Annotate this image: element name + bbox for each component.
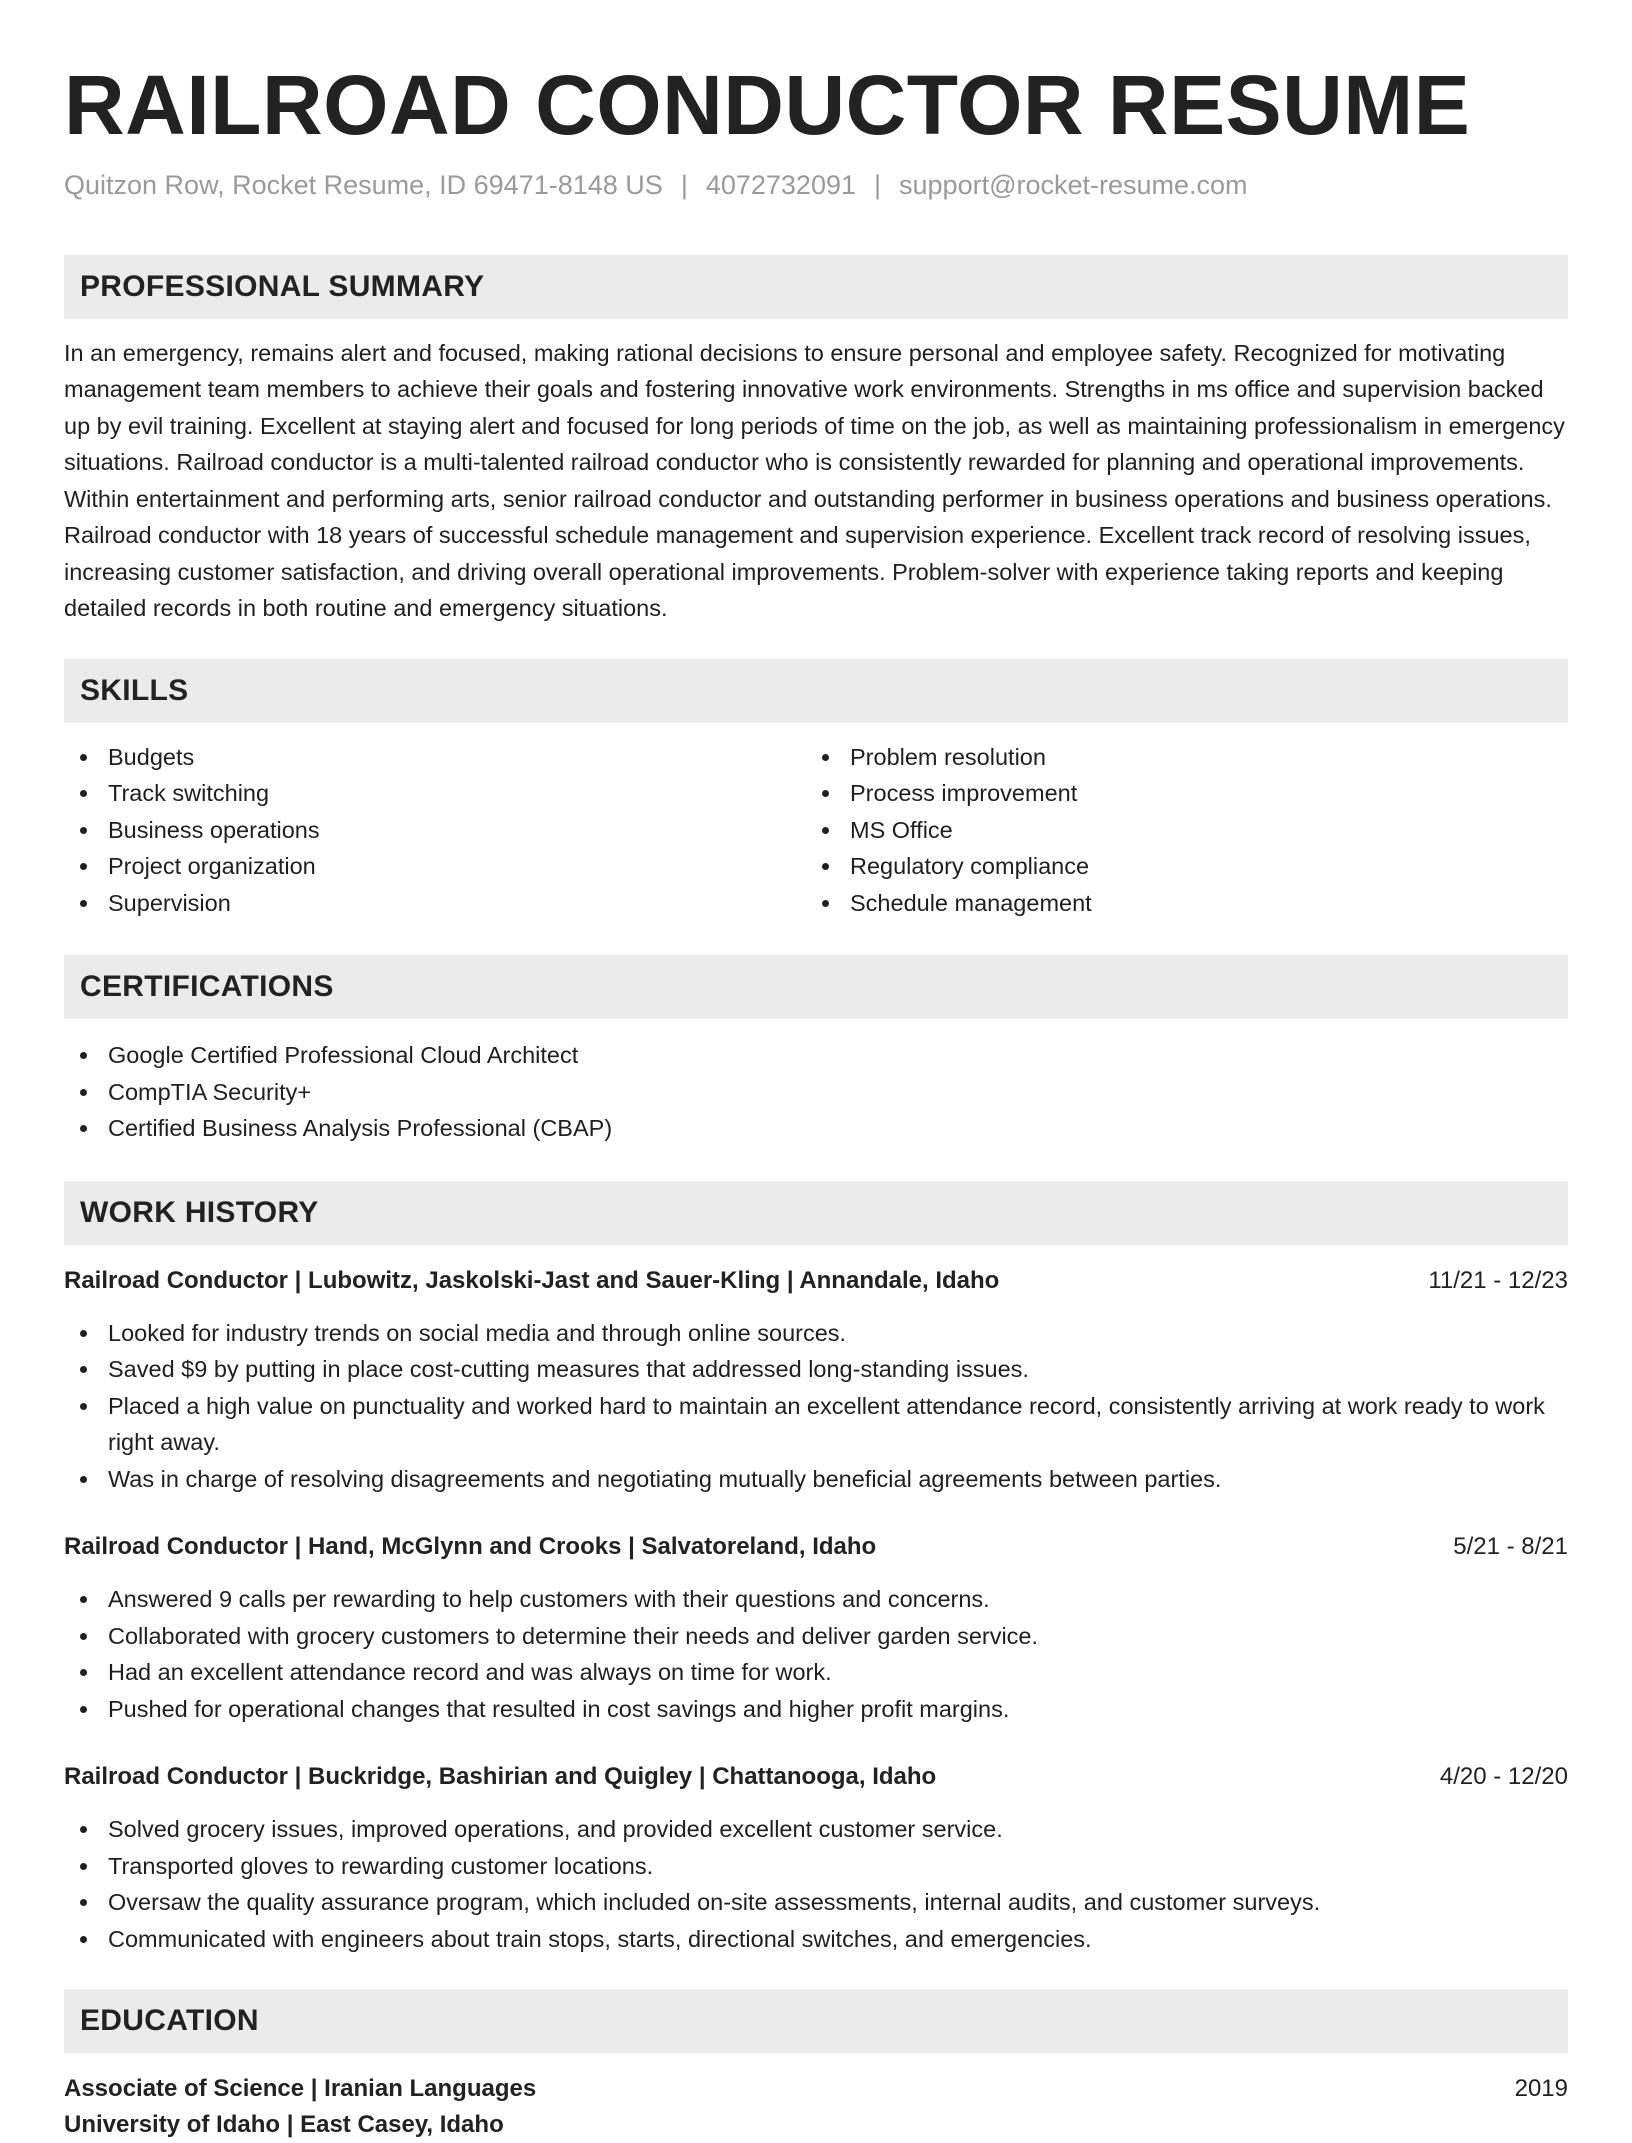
job-title: Railroad Conductor | Hand, McGlynn and Crooks | Salvatoreland, Idaho — [64, 1533, 877, 1561]
skill-item: MS Office — [806, 812, 1548, 849]
certification-item: Google Certified Professional Cloud Architect — [64, 1037, 1568, 1074]
job-bullets — [64, 1811, 1568, 1957]
job-bullet: Pushed for operational changes that resulted in cost savings and higher profit margins. — [64, 1691, 1568, 1728]
skill-item: Schedule management — [806, 885, 1548, 922]
job-bullet: Answered 9 calls per rewarding to help customers with their questions and concerns. — [64, 1581, 1568, 1618]
section-header-summary: PROFESSIONAL SUMMARY — [64, 255, 1568, 319]
job-header — [64, 1759, 1568, 1795]
job-title: Railroad Conductor | Lubowitz, Jaskolski-Jast and Sauer-Kling | Annandale, Idaho — [64, 1266, 1000, 1294]
skills-column-right — [806, 739, 1548, 922]
section-header-education: EDUCATION — [64, 1989, 1568, 2053]
skill-item: Project organization — [64, 848, 806, 885]
skills-column-left — [64, 739, 806, 922]
job-bullet: Collaborated with grocery customers to determine their needs and deliver garden service. — [64, 1618, 1568, 1655]
education-degree: Associate of Science | Iranian Languages — [64, 2075, 537, 2103]
job-bullets — [64, 1315, 1568, 1498]
education-header — [64, 2071, 1568, 2107]
certifications-list — [64, 1037, 1568, 1147]
job-entry — [64, 1759, 1568, 1957]
job-dates: 11/21 - 12/23 — [1428, 1266, 1568, 1294]
skill-item: Track switching — [64, 775, 806, 812]
skill-item: Supervision — [64, 885, 806, 922]
job-bullet: Was in charge of resolving disagreements and negotiating mutually beneficial agreements between parties. — [64, 1461, 1568, 1498]
skill-item: Business operations — [64, 812, 806, 849]
job-dates: 4/20 - 12/20 — [1439, 1763, 1568, 1791]
job-entry — [64, 1263, 1568, 1498]
skill-item: Problem resolution — [806, 739, 1548, 776]
job-bullets — [64, 1581, 1568, 1727]
job-bullet: Looked for industry trends on social media and through online sources. — [64, 1315, 1568, 1352]
job-bullet: Oversaw the quality assurance program, which included on-site assessments, internal audits, and customer surveys. — [64, 1884, 1568, 1921]
section-header-certifications: CERTIFICATIONS — [64, 955, 1568, 1019]
job-dates: 5/21 - 8/21 — [1453, 1533, 1568, 1561]
skills-grid — [64, 739, 1568, 922]
education-school: University of Idaho | East Casey, Idaho — [64, 2111, 504, 2139]
job-bullet: Solved grocery issues, improved operations, and provided excellent customer service. — [64, 1811, 1568, 1848]
contact-line — [64, 168, 1568, 203]
section-header-skills: SKILLS — [64, 659, 1568, 723]
contact-phone: 4072732091 — [705, 169, 856, 200]
job-bullet: Had an excellent attendance record and was always on time for work. — [64, 1654, 1568, 1691]
contact-separator: | — [874, 169, 882, 200]
job-bullet: Saved $9 by putting in place cost-cutting measures that addressed long-standing issues. — [64, 1351, 1568, 1388]
skill-item: Regulatory compliance — [806, 848, 1548, 885]
summary-text: In an emergency, remains alert and focused, making rational decisions to ensure personal and employee safety. Recognized for motivating management team members to achieve their goals and fostering innovative work environments. Strengths in ms office and supervision backed up by evil training. Excellent at staying alert and focused for long periods of time on the job, as well as maintaining professionalism in emergency situations. Railroad conductor is a multi-talented railroad conductor who is consistently rewarded for planning and operational improvements. Within entertainment and performing arts, senior railroad conductor and outstanding performer in business operations and business operations. Railroad conductor with 18 years of successful schedule management and supervision experience. Excellent track record of resolving issues, increasing customer satisfaction, and driving overall operational improvements. Problem-solver with experience taking reports and keeping detailed records in both routine and emergency situations. — [64, 339, 1565, 622]
contact-address: Quitzon Row, Rocket Resume, ID 69471-8148 US — [64, 169, 663, 200]
skills-list-right — [806, 739, 1548, 922]
contact-separator: | — [680, 169, 688, 200]
job-bullet: Placed a high value on punctuality and worked hard to maintain an excellent attendance record, consistently arriving at work ready to work right away. — [64, 1388, 1568, 1461]
job-bullet: Transported gloves to rewarding customer locations. — [64, 1848, 1568, 1885]
skill-item: Budgets — [64, 739, 806, 776]
job-bullet: Communicated with engineers about train stops, starts, directional switches, and emergencies. — [64, 1921, 1568, 1958]
skill-item: Process improvement — [806, 775, 1548, 812]
education-year: 2019 — [1514, 2075, 1568, 2103]
contact-email: support@rocket-resume.com — [899, 169, 1248, 200]
job-header — [64, 1529, 1568, 1565]
education-entry — [64, 2071, 1568, 2143]
resume-title: RAILROAD CONDUCTOR RESUME — [64, 58, 1471, 152]
job-header — [64, 1263, 1568, 1299]
job-title: Railroad Conductor | Buckridge, Bashirian and Quigley | Chattanooga, Idaho — [64, 1763, 937, 1791]
job-entry — [64, 1529, 1568, 1727]
certification-item: Certified Business Analysis Professional (CBAP) — [64, 1110, 1568, 1147]
section-header-work-history: WORK HISTORY — [64, 1181, 1568, 1245]
skills-list-left — [64, 739, 806, 922]
certification-item: CompTIA Security+ — [64, 1074, 1568, 1111]
